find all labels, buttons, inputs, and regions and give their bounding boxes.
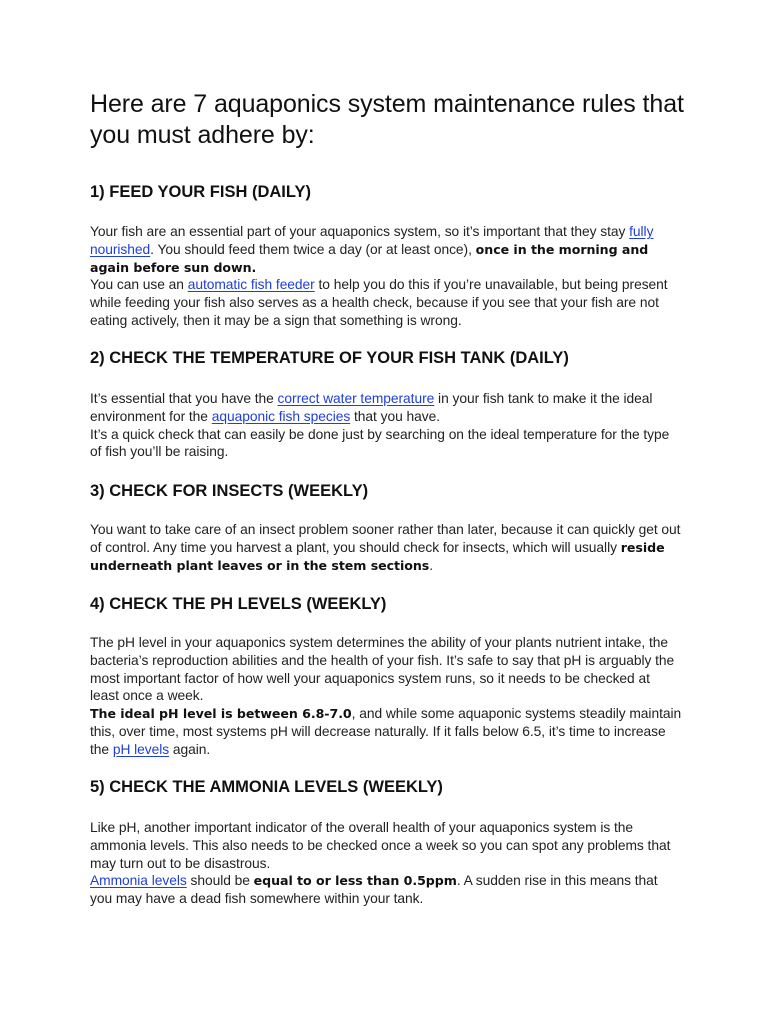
section-body-temperature	[90, 390, 682, 461]
link-ammonia-levels[interactable]: Ammonia levels	[90, 873, 187, 889]
text-span: .	[429, 557, 434, 573]
section-body-insects	[90, 521, 682, 574]
paragraph	[90, 276, 682, 329]
paragraph	[90, 872, 682, 908]
paragraph	[90, 705, 682, 758]
text-span: Like pH, another important indicator of the overall health of your aquaponics system is the ammonia levels. This also needs to be checked once a week so you can spot any problems that may turn out to be disastrous.	[90, 820, 671, 871]
section-body-ammonia	[90, 819, 682, 908]
section-body-ph	[90, 634, 682, 759]
text-span: to help you do this if you’re unavailable, but being present while feeding your fish also serves as a health check, because if you see that your fish are not eating actively, then it may be a sign that something is wrong.	[90, 277, 668, 328]
link-aquaponic-fish-species[interactable]: aquaponic fish species	[211, 408, 351, 424]
text-span: , and while some aquaponic systems steadily maintain this, over time, most systems pH will decrease naturally. If it falls below 6.5, it’s time to increase the	[90, 706, 682, 757]
bold-text: reside underneath plant leaves or in the stem sections	[90, 539, 665, 573]
paragraph	[90, 819, 682, 872]
paragraph	[90, 521, 682, 574]
paragraph	[90, 426, 682, 462]
page-title: Here are 7 aquaponics system maintenance rules that you must adhere by:	[90, 90, 684, 149]
section-heading-feed-fish: 1) FEED YOUR FISH (DAILY)	[90, 183, 311, 201]
bold-text: equal to or less than 0.5ppm	[253, 873, 457, 889]
paragraph	[90, 390, 682, 426]
text-span: . A sudden rise in this means that you may have a dead fish somewhere within your tank.	[90, 873, 658, 907]
text-span: It’s essential that you have the	[90, 391, 278, 406]
text-span: It’s a quick check that can easily be done just by searching on the ideal temperature for the type of fish you’ll be raising.	[90, 426, 670, 460]
text-span: in your fish tank to make it the ideal environment for the	[90, 391, 653, 424]
section-body-feed-fish	[90, 223, 682, 330]
text-span: that you have.	[350, 408, 440, 424]
paragraph	[90, 634, 682, 705]
text-span: You can use an	[90, 277, 188, 293]
link-correct-water-temperature[interactable]: correct water temperature	[277, 391, 435, 406]
paragraph	[90, 223, 682, 276]
text-span: You want to take care of an insect problem sooner rather than later, because it can quickly get out of control. Any time you harvest a plant, you should check for insects, which will usually	[90, 522, 681, 555]
text-span: Your fish are an essential part of your aquaponics system, so it’s important that they stay	[90, 224, 630, 239]
section-heading-ammonia: 5) CHECK THE AMMONIA LEVELS (WEEKLY)	[90, 778, 443, 796]
section-heading-temperature: 2) CHECK THE TEMPERATURE OF YOUR FISH TANK (DAILY)	[90, 349, 569, 367]
text-span: . You should feed them twice a day (or at least once),	[150, 241, 476, 257]
text-span: should be	[186, 873, 254, 889]
section-heading-ph: 4) CHECK THE PH LEVELS (WEEKLY)	[90, 595, 387, 613]
section-heading-insects: 3) CHECK FOR INSECTS (WEEKLY)	[90, 482, 369, 500]
bold-text: The ideal pH level is between 6.8-7.0	[90, 706, 352, 722]
link-automatic-fish-feeder[interactable]: automatic fish feeder	[187, 277, 315, 293]
link-ph-levels[interactable]: pH levels	[112, 741, 170, 757]
text-span: again.	[169, 741, 211, 757]
link-fully-nourished[interactable]: fully nourished	[90, 224, 654, 257]
bold-text: once in the morning and again before sun down.	[90, 241, 649, 275]
text-span: The pH level in your aquaponics system determines the ability of your plants nutrient intake, the bacteria’s reproduction abilities and the health of your fish. It’s safe to say that pH is arguably the most important factor of how well your aquaponics system runs, so it needs to be checked at least once a week.	[90, 635, 675, 704]
